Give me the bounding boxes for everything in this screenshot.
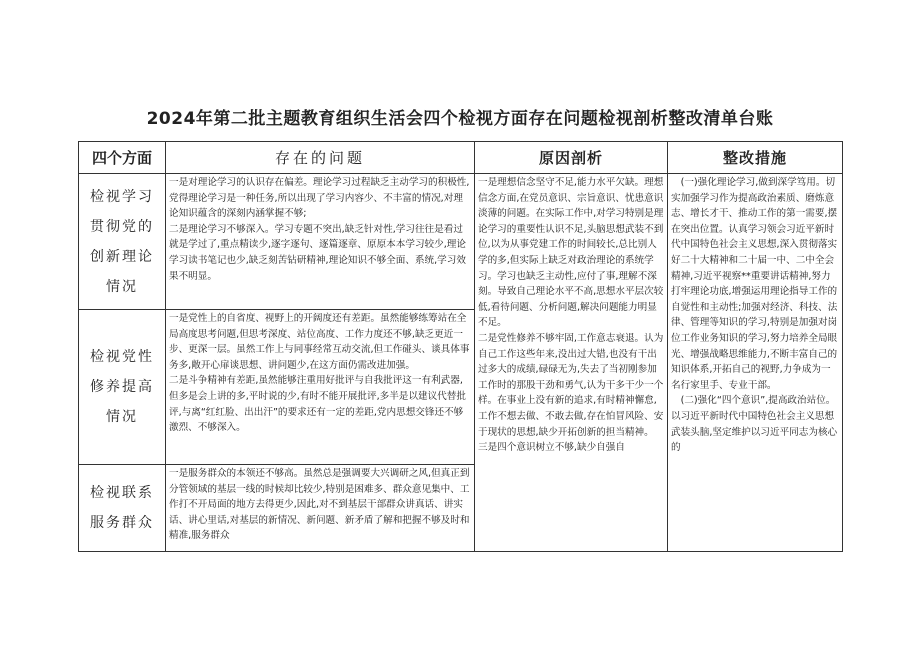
cause-item: 二是党性修养不够牢固,工作意志衰退。认为自己工作这些年来,没出过大错,也没有干出过多大的成绩,碌碌无为,失去了当初刚参加工作时的那股干劲和勇气,认为干多干少一个样。在事业上没有新的追求,有时精神懈怠,工作不想去做、不敢去做,存在怕冒风险、安于现状的思想,缺少开拓创新的担当精神。: [478, 332, 664, 438]
problem-item: 一是服务群众的本领还不够高。虽然总是强调要大兴调研之风,但真正到分管领域的基层一线的时候却比较少,特别是困难多、群众意见集中、工作打不开局面的地方去得更少,因此,对不到基层干部群众讲真话、讲实话、讲心里话,对基层的新情况、新问题、新矛盾了解和把握不够及时和精准,服务群众: [169, 468, 470, 542]
table-header-row: [79, 142, 843, 174]
cause-item: 三是四个意识树立不够,缺少自强自: [478, 442, 625, 454]
problems-cell-study: [166, 174, 475, 310]
problems-cell-serve-masses: [166, 465, 475, 552]
header-measures: 整改措施: [668, 142, 843, 174]
header-causes: 原因剖析: [475, 142, 668, 174]
problem-item: 一是对理论学习的认识存在偏差。理论学习过程缺乏主动学习的积极性,党得理论学习是一种任务,所以出现了学习内容少、不丰富的情况,对理论知识蕴含的深刻内涵掌握不够;: [169, 177, 470, 220]
measure-item: (一)强化理论学习,做到深学笃用。切实加强学习作为提高政治素质、磨炼意志、增长才干、推动工作的第一需要,摆在突出位置。认真学习领会习近平新时代中国特色社会主义思想,深入贯彻落实好二十大精神和二十届一中、二中全会精神,习近平视察**重要讲话精神,努力打牢理论功底,增强运用理论指导工作的自觉性和主动性;加强对经济、科技、法律、管理等知识的学习,特别是加强对岗位工作业务知识的学习,努力培养全局眼光、增强战略思维能力,不断丰富自己的知识体系,开拓自己的视野,力争成为一名行家里手、专业干部。: [671, 177, 838, 391]
document-title: 2024年第二批主题教育组织生活会四个检视方面存在问题检视剖析整改清单台账: [146, 109, 774, 129]
measure-item: (二)强化“四个意识”,提高政治站位。以习近平新时代中国特色社会主义思想武装头脑,坚定维护以习近平同志为核心的: [671, 395, 838, 454]
cause-item: 一是理想信念坚守不足,能力水平欠缺。理想信念方面,在党员意识、宗旨意识、忧患意识淡薄的问题。在实际工作中,对学习特别是理论学习的重要性认识不足,头脑思想武装不到位,以为从事党建工作的时间较长,总比别人学的多,但实际上缺乏对政治理论的系统学习。学习也缺乏主动性,应付了事,理解不深刻。导致自己理论水平不高,思想水平层次较低,看待问题、分析问题,解决问题能力明显不足。: [478, 177, 664, 329]
rectification-table: [78, 141, 843, 552]
measures-cell: [668, 174, 843, 552]
aspect-serve-masses: 检视联系服务群众: [79, 465, 166, 552]
table-row: [79, 174, 843, 310]
problem-item: 一是党性上的自省度、视野上的开阔度还有差距。虽然能够练筹站在全局高度思考问题,但思考深度、站位高度、工作力度还不够,缺乏更近一步、更深一层。虽然工作上与同事经常互动交流,但工作碰头、谈具体事务多,敞开心扉谈思想、讲问题少,在这方面仍需改进加强。: [169, 313, 470, 371]
problem-item: 二是理论学习不够深入。学习专题不突出,缺乏针对性,学习往往是看过就是学过了,重点精读少,逐字逐句、逐篇逐章、原原本本学习较少,理论学习读书笔记也少,缺乏刻苦钻研精神,理论知识不够全面、系统,学习效果不明显。: [169, 223, 466, 282]
aspect-study-theory: 检视学习贯彻党的创新理论情况: [79, 174, 166, 310]
problem-item: 二是斗争精神有差距,虽然能够注重用好批评与自我批评这一有利武器,但多是会上讲的多,平时说的少,有时不能开展批评,多半是以建议代替批评,与离“红红脸、出出汗”的要求还有一定的差距,党内思想交锋还不够激烈、不够深入。: [169, 375, 466, 434]
causes-cell: [475, 174, 668, 552]
aspect-party-spirit: 检视党性修养提高情况: [79, 310, 166, 465]
problems-cell-party-spirit: [166, 310, 475, 465]
header-aspects: 四个方面: [79, 142, 166, 174]
header-problems: 存在的问题: [166, 142, 475, 174]
